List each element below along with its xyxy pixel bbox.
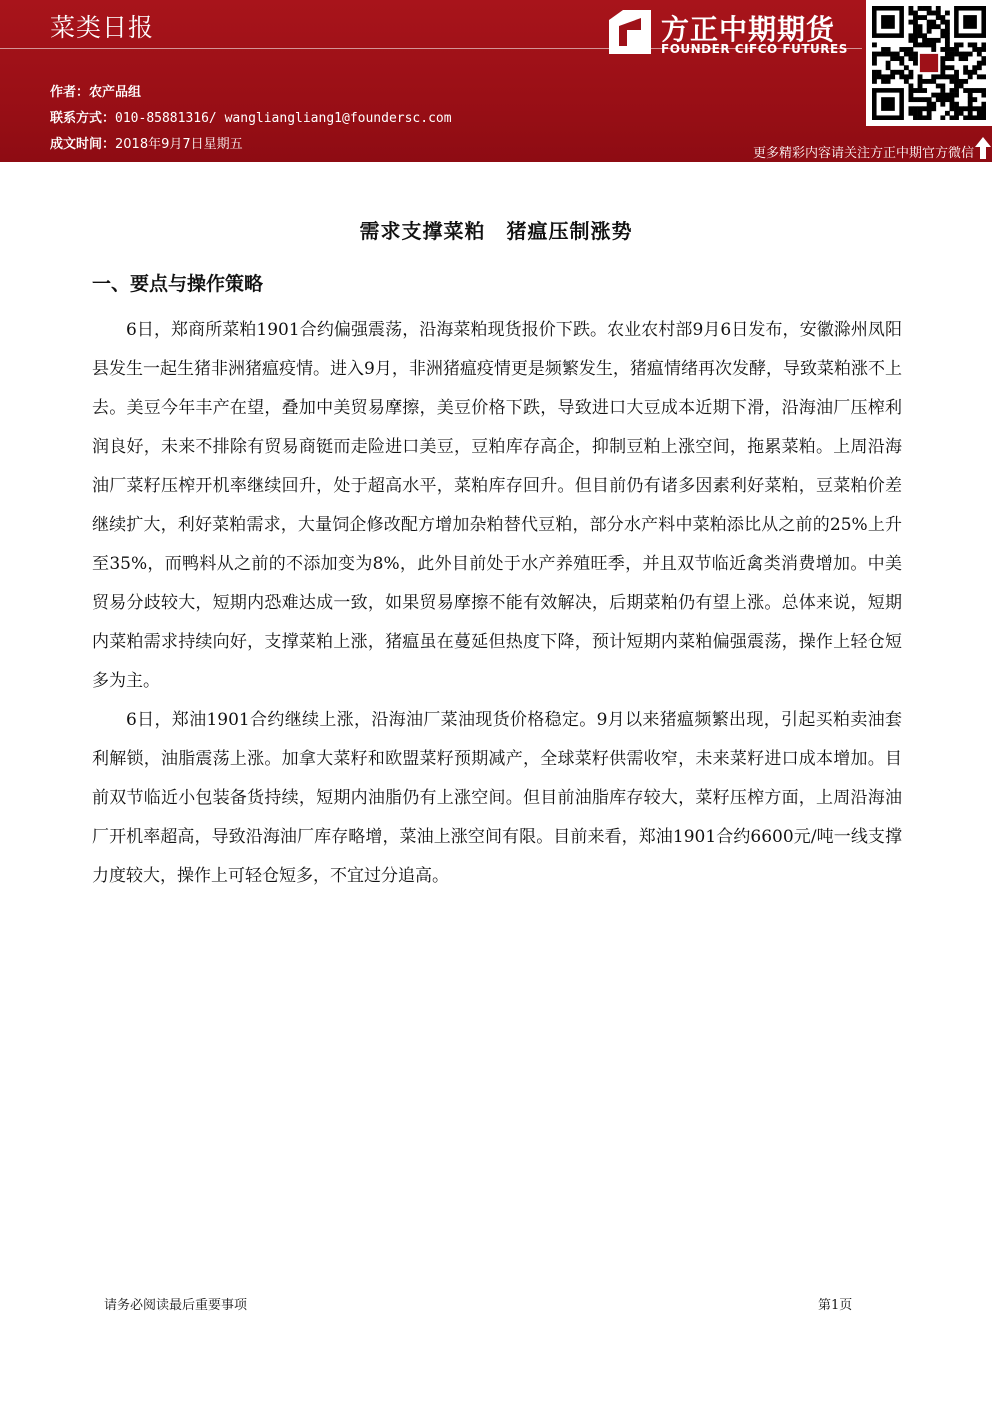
up-arrow-icon [974,136,992,160]
paragraph-oil: 6日，郑油1901合约继续上涨，沿海油厂菜油现货价格稳定。9月以来猪瘟频繁出现，引起买粕卖油套利解锁，油脂震荡上涨。加拿大菜籽和欧盟菜籽预期减产，全球菜籽供需收窄，未来菜籽进口成本增加。目前双节临近小包装备货持续，短期内油脂仍有上涨空间。但目前油脂库存较大，菜籽压榨方面，上周沿海油厂开机率超高，导致沿海油厂库存略增，菜油上涨空间有限。目前来看，郑油1901合约6600元/吨一线支撑力度较大，操作上可轻仓短多，不宜过分追高。 [92,710,902,886]
date-line [50,133,243,152]
follow-wechat-text: 更多精彩内容请关注方正中期官方微信 [752,146,974,161]
report-type-title: 菜类日报 [50,13,155,42]
report-body [92,311,902,896]
logo-chinese-name: 方正中期期货 [661,13,836,46]
author-label: 作者： [50,85,90,100]
date-value: 2018年9月7日星期五 [115,137,243,152]
date-label: 成文时间： [50,137,116,152]
page-number: 第1页 [818,1298,853,1313]
contact-line [50,107,452,126]
author-line [50,81,141,100]
qr-code [866,0,992,126]
footer-notice: 请务必阅读最后重要事项 [104,1298,248,1313]
header-banner [0,0,992,162]
logo-english-name: FOUNDER CIFCO FUTURES [661,42,848,56]
paragraph-meal: 6日，郑商所菜粕1901合约偏强震荡，沿海菜粕现货报价下跌。农业农村部9月6日发布，安徽滁州凤阳县发生一起生猪非洲猪瘟疫情。进入9月，非洲猪瘟疫情更是频繁发生，猪瘟情绪再次发酵，导致菜粕涨不上去。美豆今年丰产在望，叠加中美贸易摩擦，美豆价格下跌，导致进口大豆成本近期下滑，沿海油厂压榨利润良好，未来不排除有贸易商铤而走险进口美豆，豆粕库存高企，抑制豆粕上涨空间，拖累菜粕。上周沿海油厂菜籽压榨开机率继续回升，处于超高水平，菜粕库存回升。但目前仍有诸多因素利好菜粕，豆菜粕价差继续扩大，利好菜粕需求，大量饲企修改配方增加杂粕替代豆粕，部分水产料中菜粕添比从之前的25%上升至35%，而鸭料从之前的不添加变为8%，此外目前处于水产养殖旺季，并且双节临近禽类消费增加。中美贸易分歧较大，短期内恐难达成一致，如果贸易摩擦不能有效解决，后期菜粕仍有望上涨。总体来说，短期内菜粕需求持续向好，支撑菜粕上涨，猪瘟虽在蔓延但热度下降，预计短期内菜粕偏强震荡，操作上轻仓短多为主。 [92,320,902,691]
contact-label: 联系方式： [50,111,116,126]
section-heading: 一、要点与操作策略 [92,273,264,295]
contact-value: 010-85881316/ wangliangliang1@foundersc.com [115,111,452,126]
company-logo [605,8,860,60]
qr-code-icon [872,6,986,120]
logo-mark-icon [605,8,653,56]
report-title: 需求支撑菜粕 猪瘟压制涨势 [359,219,633,243]
author-value: 农产品组 [89,85,142,100]
